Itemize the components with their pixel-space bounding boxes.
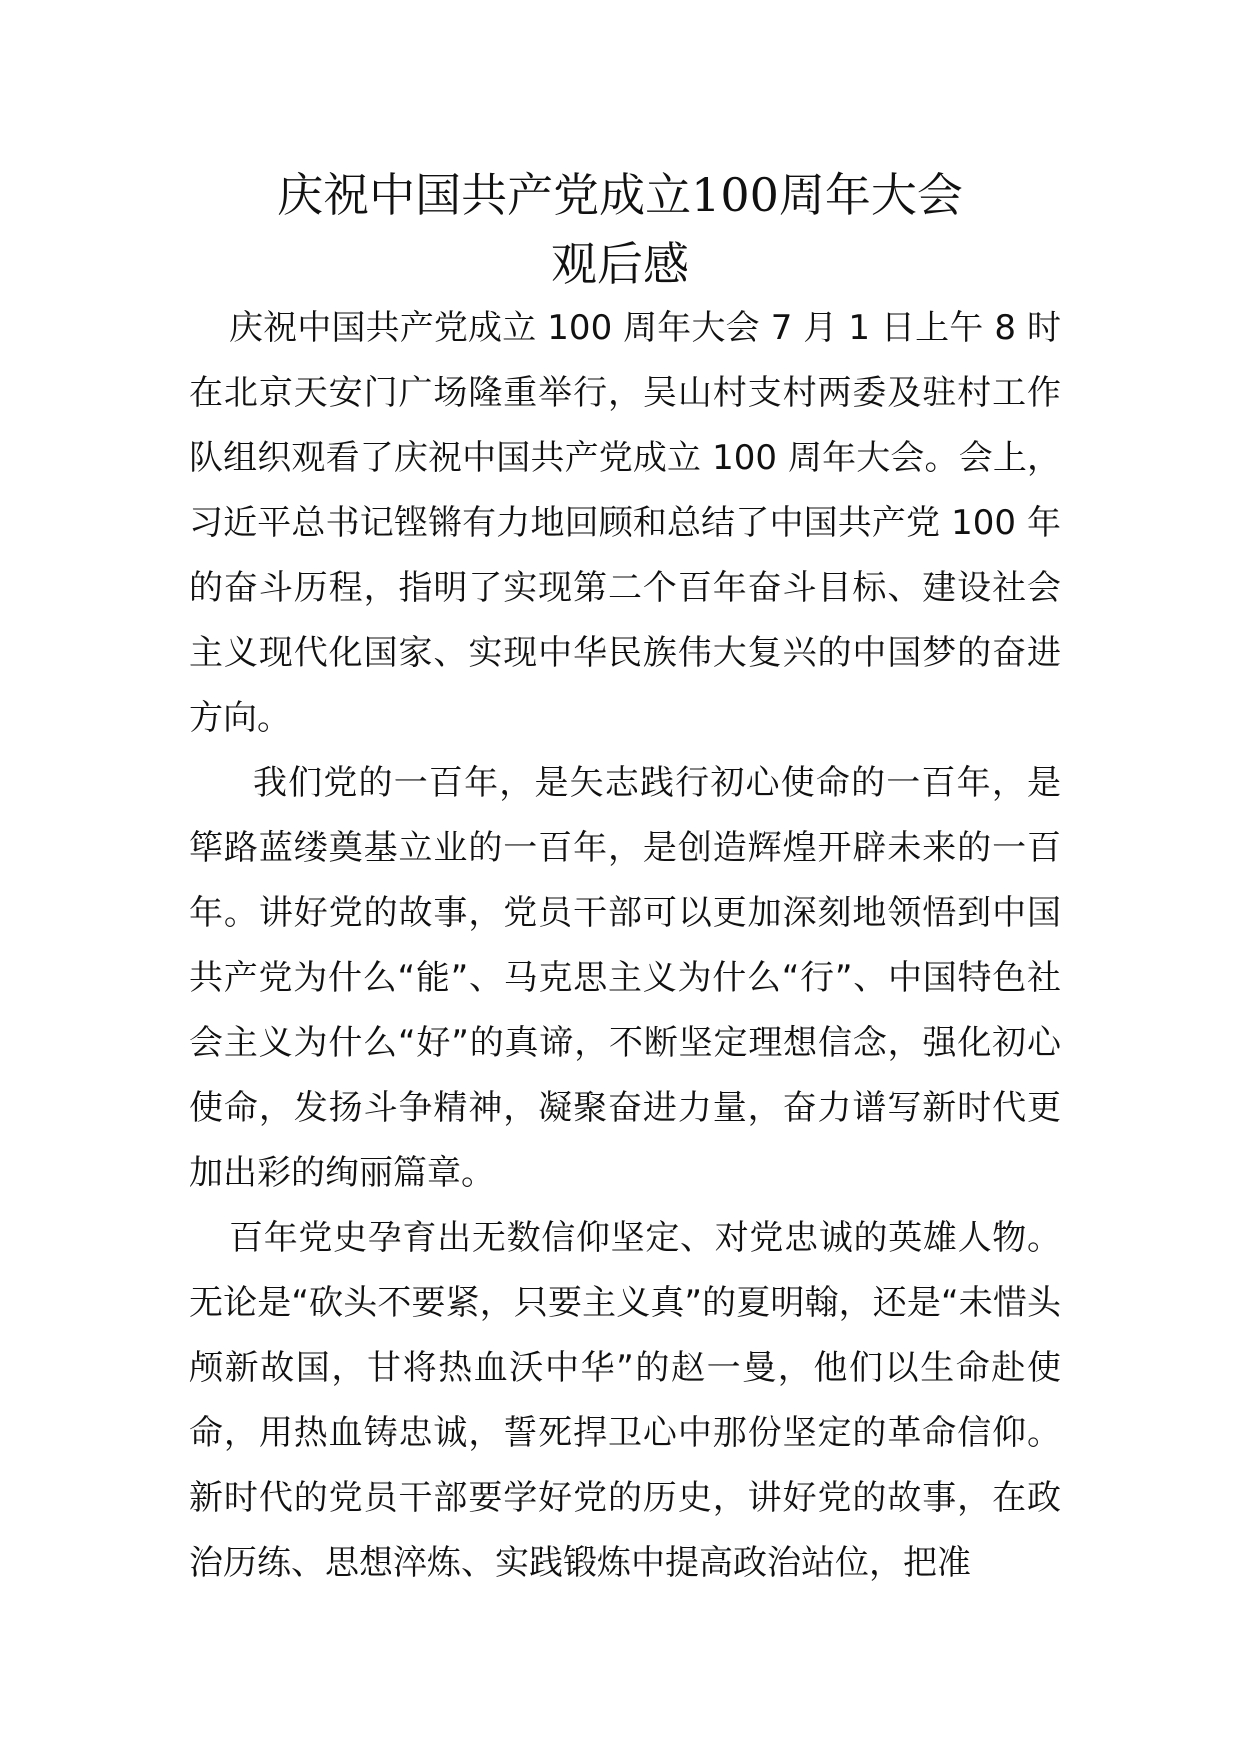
document-body xyxy=(189,296,1061,1596)
document-subtitle: 观后感 xyxy=(551,237,689,291)
document-title: 庆祝中国共产党成立100周年大会 xyxy=(277,168,963,222)
paragraph: 我们党的一百年，是矢志践行初心使命的一百年，是筚路蓝缕奠基立业的一百年，是创造辉煌开辟未来的一百年。讲好党的故事，党员干部可以更加深刻地领悟到中国共产党为什么“能”、马克思主义为什么“行”、中国特色社会主义为什么“好”的真谛，不断坚定理想信念，强化初心使命，发扬斗争精神，凝聚奋进力量，奋力谱写新时代更加出彩的绚丽篇章。 xyxy=(189,763,1061,1193)
paragraph: 庆祝中国共产党成立 100 周年大会 7 月 1 日上午 8 时在北京天安门广场隆重举行，吴山村支村两委及驻村工作队组织观看了庆祝中国共产党成立 100 周年大会。会上，习近平总书记铿锵有力地回顾和总结了中国共产党 100 年的奋斗历程，指明了实现第二个百年奋斗目标、建设社会主义现代化国家、实现中华民族伟大复兴的中国梦的奋进方向。 xyxy=(189,308,1061,738)
paragraph: 百年党史孕育出无数信仰坚定、对党忠诚的英雄人物。无论是“砍头不要紧，只要主义真”的夏明翰，还是“未惜头颅新故国，甘将热血沃中华”的赵一曼，他们以生命赴使命，用热血铸忠诚，誓死捍卫心中那份坚定的革命信仰。新时代的党员干部要学好党的历史，讲好党的故事，在政治历练、思想淬炼、实践锻炼中提高政治站位，把准 xyxy=(189,1218,1061,1583)
